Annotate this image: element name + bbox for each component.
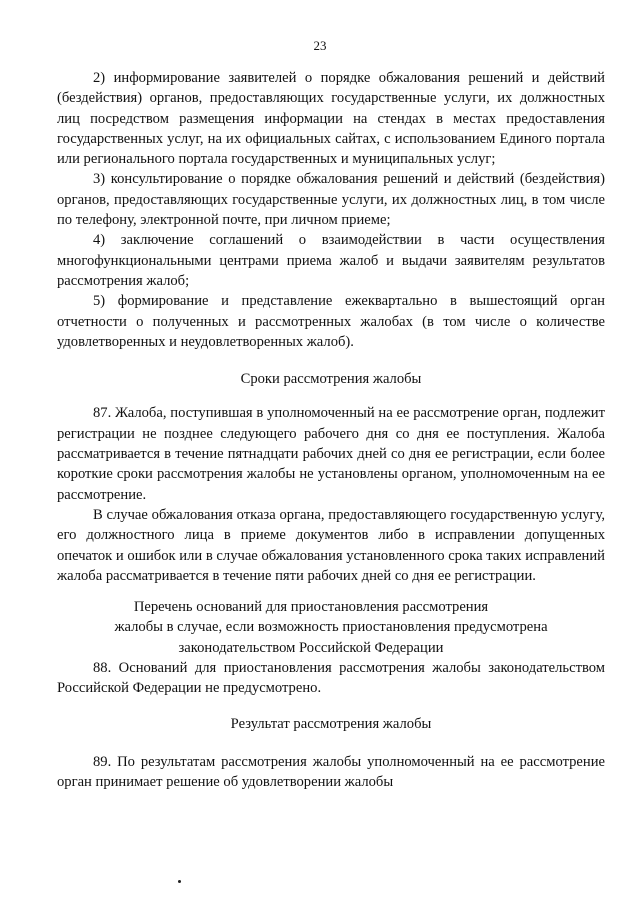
list-item-5: 5) формирование и представление ежеквартально в вышестоящий орган отчетности о полученных и рассмотренных жалобах (в том числе о количестве удовлетворенных и неудовлетворенных жалоб).: [57, 293, 605, 350]
heading-line-1: Перечень оснований для приостановления рассмотрения: [133, 599, 489, 616]
paragraph-88: 88. Оснований для приостановления рассмотрения жалобы законодательством Российской Федерации не предусмотрено.: [57, 660, 605, 697]
section-heading-result: Результат рассмотрения жалобы: [230, 715, 432, 732]
list-item-4: 4) заключение соглашений о взаимодействии в части осуществления многофункциональными центрами приема жалоб и выдачи заявителям результатов рассмотрения жалоб;: [57, 232, 605, 289]
document-body: [57, 68, 605, 793]
paragraph-87: 87. Жалоба, поступившая в уполномоченный на ее рассмотрение орган, подлежит регистрации не позднее следующего рабочего дня со дня ее поступления. Жалоба рассматривается в течение пятнадцати рабочих дней со дня ее регистрации, если более короткие сроки рассмотрения жалобы не установлены органом, уполномоченным на ее рассмотрение.: [57, 405, 605, 503]
paragraph-89: 89. По результатам рассмотрения жалобы уполномоченный на ее рассмотрение орган принимает решение об удовлетворении жалобы: [57, 753, 605, 791]
heading-line-3: законодательством Российской Федерации: [178, 639, 444, 656]
section-heading-suspension: [17, 597, 605, 658]
section-heading-terms: Сроки рассмотрения жалобы: [240, 371, 422, 388]
page-number: 23: [313, 38, 327, 53]
list-item-3: 3) консультирование о порядке обжалования решений и действий (бездействия) органов, предоставляющих государственные услуги, их должностных лиц, в том числе по телефону, электронной почте, при личном приеме;: [57, 171, 605, 229]
list-item-2: 2) информирование заявителей о порядке обжалования решений и действий (бездействия) органов, предоставляющих государственные услуги, их должностных лиц посредством размещения информации на стендах в местах предоставления государственных услуг, на их официальных сайтах, с использованием Единого портала или регионального портала государственных и муниципальных услуг;: [57, 70, 605, 168]
scan-speck: [178, 880, 181, 883]
paragraph-87-continued: В случае обжалования отказа органа, предоставляющего государственную услугу, его должностного лица в приеме документов либо в исправлении допущенных опечаток и ошибок или в случае обжалования установленного срока таких исправлений жалоба рассматривается в течение пяти рабочих дней со дня ее регистрации.: [57, 506, 605, 584]
heading-line-2: жалобы в случае, если возможность приостановления предусмотрена: [114, 619, 548, 636]
